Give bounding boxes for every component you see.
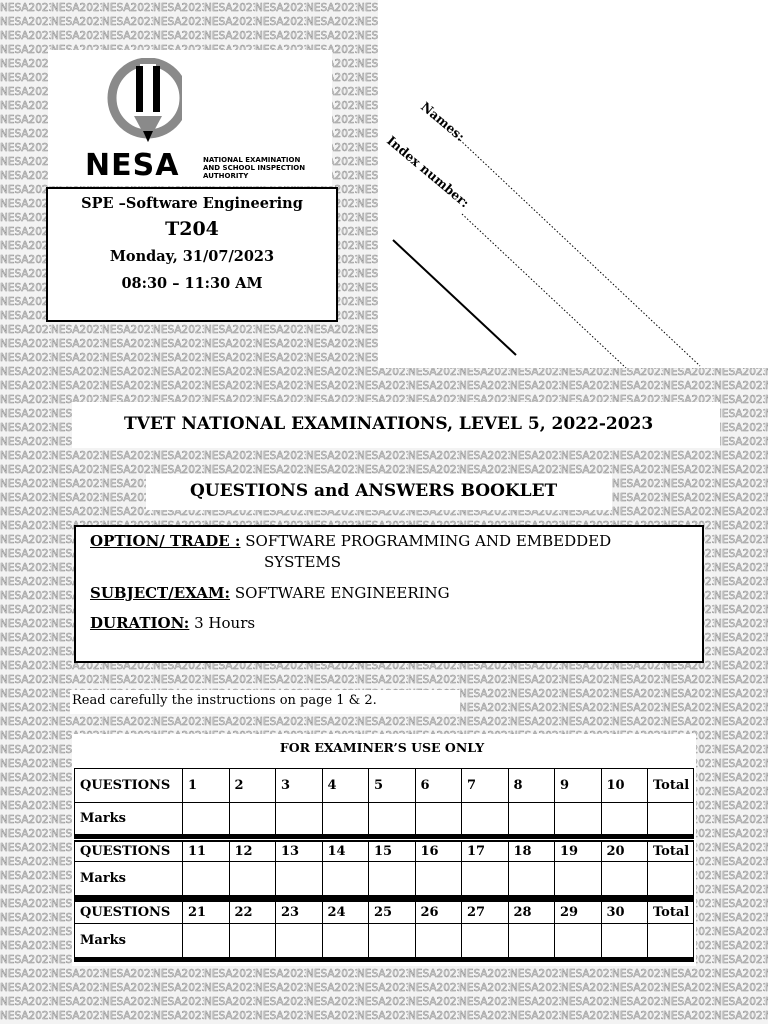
marks-cell[interactable] <box>555 861 602 897</box>
question-number: 23 <box>276 901 323 923</box>
question-number: 4 <box>322 769 369 803</box>
marks-cell[interactable] <box>369 861 416 897</box>
nesa-logo <box>48 50 332 186</box>
names-label: Names: <box>418 98 468 144</box>
marks-cell[interactable] <box>415 861 462 897</box>
question-number: 6 <box>415 769 462 803</box>
question-number: 17 <box>462 841 509 861</box>
question-number: 24 <box>322 901 369 923</box>
marks-cell[interactable] <box>183 861 230 897</box>
question-number: 20 <box>601 841 648 861</box>
question-number: 2 <box>229 769 276 803</box>
marks-cell[interactable] <box>229 861 276 897</box>
marks-cell[interactable] <box>183 803 230 837</box>
subject-row <box>90 584 450 602</box>
question-number: 25 <box>369 901 416 923</box>
examiner-use-section <box>72 734 696 966</box>
question-number: 29 <box>555 901 602 923</box>
total-marks-cell[interactable] <box>648 861 694 897</box>
question-number: 18 <box>508 841 555 861</box>
marks-cell[interactable] <box>508 803 555 837</box>
marks-cell[interactable] <box>276 923 323 959</box>
option-trade-value-continued: SYSTEMS <box>264 553 342 571</box>
logo-name-line: AUTHORITY <box>203 172 249 180</box>
marks-label: Marks <box>75 861 183 897</box>
questions-row <box>75 841 694 861</box>
question-number: 7 <box>462 769 509 803</box>
marks-label: Marks <box>75 923 183 959</box>
index-number-label: Index number: <box>384 132 473 211</box>
marks-cell[interactable] <box>415 923 462 959</box>
module-code: T204 <box>165 218 219 240</box>
subject-label: SUBJECT/EXAM: <box>90 584 231 602</box>
pencil-logo-icon <box>82 58 182 152</box>
exam-info-box <box>46 187 338 322</box>
exam-time: 08:30 – 11:30 AM <box>121 275 263 292</box>
marks-cell[interactable] <box>462 803 509 837</box>
total-marks-cell[interactable] <box>648 803 694 837</box>
option-trade-label: OPTION/ TRADE : <box>90 532 241 550</box>
total-marks-cell[interactable] <box>648 923 694 959</box>
marks-cell[interactable] <box>508 861 555 897</box>
index-number-dotted-line[interactable] <box>462 214 626 368</box>
total-header: Total <box>648 841 694 861</box>
question-number: 28 <box>508 901 555 923</box>
questions-label: QUESTIONS <box>75 901 183 923</box>
questions-row <box>75 901 694 923</box>
total-header: Total <box>648 769 694 803</box>
marks-cell[interactable] <box>601 861 648 897</box>
booklet-title: QUESTIONS and ANSWERS BOOKLET <box>190 481 558 501</box>
question-number: 19 <box>555 841 602 861</box>
main-title-box <box>72 402 720 448</box>
question-number: 5 <box>369 769 416 803</box>
marks-table <box>74 840 694 900</box>
questions-row <box>75 769 694 803</box>
marks-cell[interactable] <box>462 861 509 897</box>
marks-cell[interactable] <box>276 803 323 837</box>
duration-value: 3 Hours <box>194 614 256 632</box>
marks-row <box>75 923 694 959</box>
main-title: TVET NATIONAL EXAMINATIONS, LEVEL 5, 2022-2023 <box>124 414 654 434</box>
question-number: 26 <box>415 901 462 923</box>
names-dotted-line[interactable] <box>460 140 700 366</box>
logo-wordmark: NESA <box>85 148 180 183</box>
marks-cell[interactable] <box>276 861 323 897</box>
marks-cell[interactable] <box>369 923 416 959</box>
question-number: 8 <box>508 769 555 803</box>
marks-cell[interactable] <box>369 803 416 837</box>
question-number: 21 <box>183 901 230 923</box>
marks-cell[interactable] <box>555 923 602 959</box>
exam-details-box <box>74 525 704 663</box>
logo-name-line: NATIONAL EXAMINATION <box>203 156 301 164</box>
marks-cell[interactable] <box>183 923 230 959</box>
marks-cell[interactable] <box>229 803 276 837</box>
question-number: 1 <box>183 769 230 803</box>
option-code: SPE –Software Engineering <box>81 195 303 212</box>
question-number: 22 <box>229 901 276 923</box>
duration-row <box>90 614 255 632</box>
booklet-title-box <box>146 474 612 510</box>
marks-table <box>74 900 694 962</box>
question-number: 13 <box>276 841 323 861</box>
marks-cell[interactable] <box>322 803 369 837</box>
marks-row <box>75 861 694 897</box>
marks-cell[interactable] <box>508 923 555 959</box>
questions-label: QUESTIONS <box>75 769 183 803</box>
questions-label: QUESTIONS <box>75 841 183 861</box>
option-trade-value: SOFTWARE PROGRAMMING AND EMBEDDED <box>245 532 612 550</box>
question-number: 12 <box>229 841 276 861</box>
question-number: 15 <box>369 841 416 861</box>
marks-cell[interactable] <box>601 923 648 959</box>
question-number: 14 <box>322 841 369 861</box>
marks-cell[interactable] <box>322 923 369 959</box>
marks-cell[interactable] <box>415 803 462 837</box>
marks-cell[interactable] <box>229 923 276 959</box>
marks-cell[interactable] <box>322 861 369 897</box>
logo-name-line: AND SCHOOL INSPECTION <box>203 164 306 172</box>
question-number: 10 <box>601 769 648 803</box>
diagonal-divider <box>393 240 516 355</box>
duration-label: DURATION: <box>90 614 190 632</box>
question-number: 27 <box>462 901 509 923</box>
option-trade-row <box>90 532 611 550</box>
marks-cell[interactable] <box>555 803 602 837</box>
marks-cell[interactable] <box>462 923 509 959</box>
exam-date: Monday, 31/07/2023 <box>109 248 275 265</box>
question-number: 16 <box>415 841 462 861</box>
marks-cell[interactable] <box>601 803 648 837</box>
marks-row <box>75 803 694 837</box>
marks-table <box>74 768 694 839</box>
instructions-text: Read carefully the instructions on page 1 & 2. <box>72 693 377 708</box>
total-header: Total <box>648 901 694 923</box>
logo-full-name <box>203 156 305 180</box>
question-number: 9 <box>555 769 602 803</box>
question-number: 30 <box>601 901 648 923</box>
question-number: 3 <box>276 769 323 803</box>
question-number: 11 <box>183 841 230 861</box>
examiner-table-title: FOR EXAMINER’S USE ONLY <box>279 740 485 755</box>
marks-label: Marks <box>75 803 183 837</box>
subject-value: SOFTWARE ENGINEERING <box>234 584 450 602</box>
instructions-box <box>70 690 460 714</box>
candidate-details-area[interactable] <box>378 0 768 368</box>
